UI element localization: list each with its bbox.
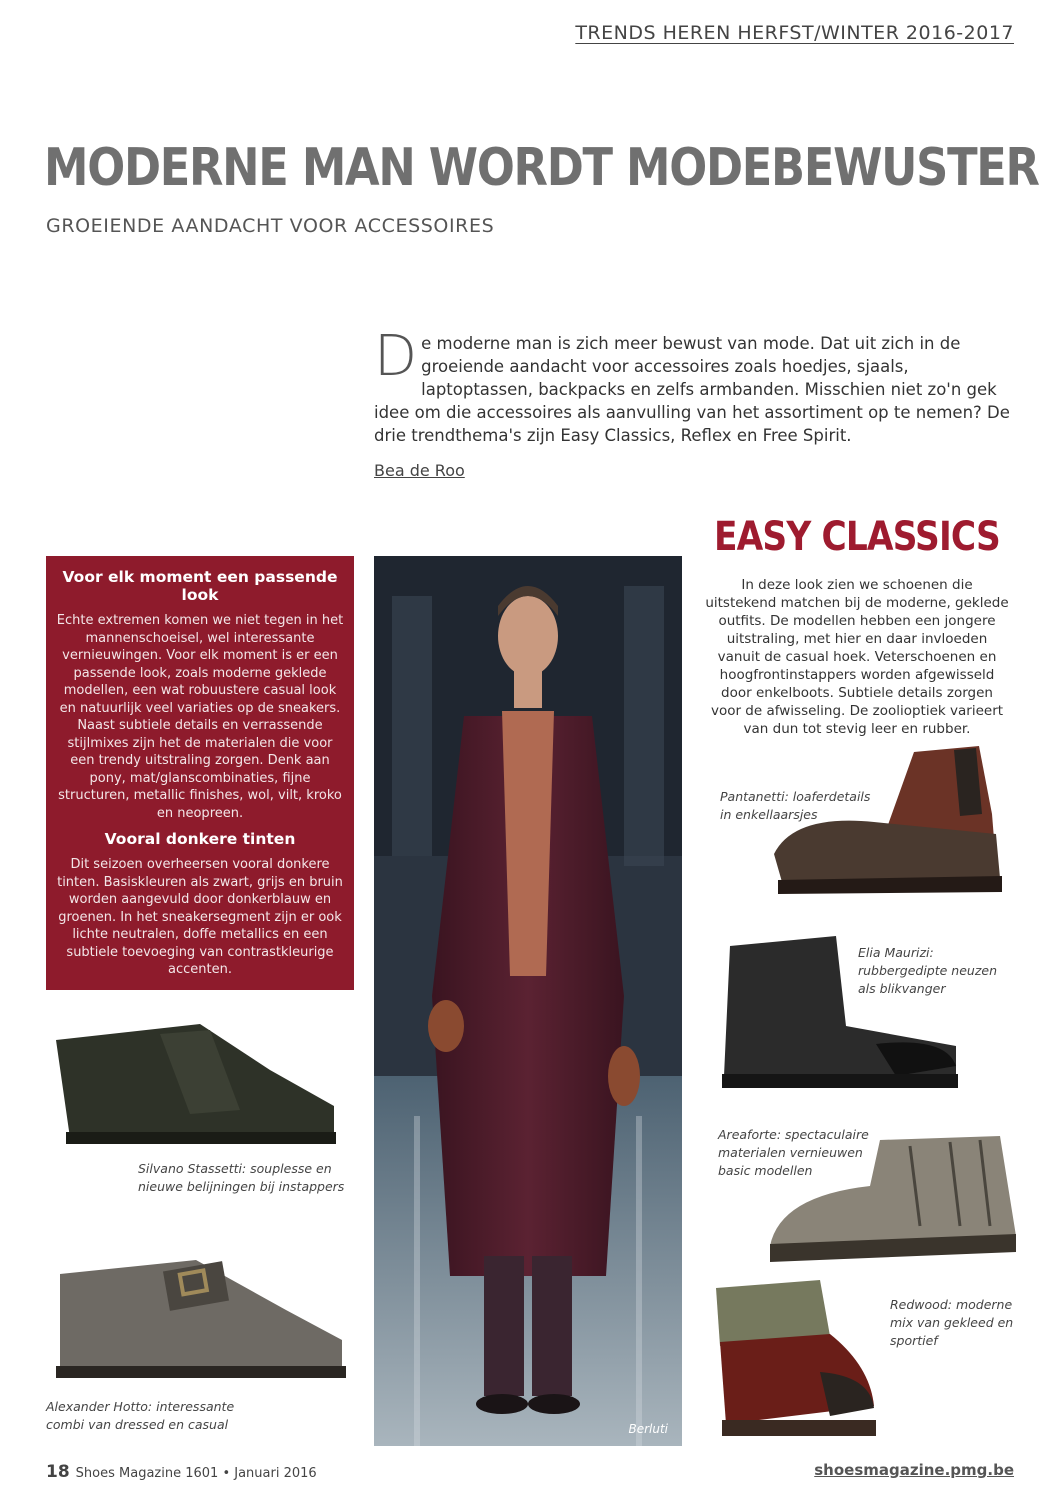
sidebar-box	[46, 556, 354, 990]
section-header: TRENDS HEREN HERFST/WINTER 2016-2017	[575, 22, 1014, 44]
intro-text: e moderne man is zich meer bewust van mode. Dat uit zich in de groeiende aandacht voor accessoires zoals hoedjes, sjaals, laptoptassen, backpacks en zelfs armbanden. Misschien niet zo'n gek idee om die accessoires als aanvulling van het assortiment op te nemen? De drie trendthema's zijn Easy Classics, Reflex en Free Spirit.	[374, 334, 1010, 445]
caption-alexander-hotto: Alexander Hotto: interessante combi van dressed en casual	[46, 1399, 235, 1432]
article-subtitle: GROEIENDE AANDACHT VOOR ACCESSOIRES	[46, 215, 495, 237]
pantanetti-shoe-image	[764, 744, 1014, 904]
caption-areaforte: Areaforte: spectaculaire materialen vernieuwen basic modellen	[718, 1127, 869, 1178]
runway-photo	[374, 556, 682, 1446]
caption-pantanetti: Pantanetti: loaferdetails in enkellaarsjes	[720, 789, 871, 822]
runway-model-illustration	[374, 556, 682, 1446]
alexander-hotto-shoe-image	[46, 1250, 346, 1390]
silvano-stassetti-shoe-image	[50, 1010, 340, 1150]
areaforte-shoe-image	[770, 1126, 1020, 1276]
photo-credit: Berluti	[628, 1422, 668, 1436]
caption-silvano-stassetti: Silvano Stassetti: souplesse en nieuwe belijningen bij instappers	[138, 1161, 345, 1194]
box-heading-1: Voor elk moment een passende look	[62, 568, 338, 604]
easy-classics-text: In deze look zien we schoenen die uitstekend matchen bij de moderne, geklede outfits. De modellen hebben een jongere uitstraling, met hier en daar invloeden vanuit de casual hoek. Veterschoenen en hoogfrontinstappers worden afgewisseld door enkelboots. Subtiele details zorgen voor de afwisseling. De zoolioptiek varieert van dun tot stevig leer en rubber.	[705, 577, 1009, 737]
caption-elia-maurizi: Elia Maurizi: rubbergedipte neuzen als blikvanger	[858, 945, 998, 996]
box-heading-2: Vooral donkere tinten	[104, 830, 296, 848]
box-text-2: Dit seizoen overheersen vooral donkere tinten. Basiskleuren als zwart, grijs en bruin worden aangevuld door donkerblauw en groenen. In het sneakersegment zijn er ook lichte neutralen, doffe metallics en een subtiele toevoeging van contrastkleurige accenten.	[57, 857, 343, 977]
redwood-shoe-image	[710, 1276, 880, 1446]
footer-left	[46, 1462, 317, 1482]
page-number: 18	[46, 1462, 70, 1482]
author-byline[interactable]: Bea de Roo	[374, 461, 465, 480]
caption-redwood: Redwood: moderne mix van gekleed en sportief	[890, 1297, 1014, 1348]
intro-paragraph	[374, 324, 1014, 447]
drop-cap: D	[374, 324, 418, 389]
box-text-1: Echte extremen komen we niet tegen in het mannenschoeisel, wel interessante vernieuwingen. Voor elk moment is er een passende look, zoals moderne geklede modellen, een wat robuustere casual look en natuurlijk veel variaties op de sneakers. Naast subtiele details en verrassende stijlmixes zijn het de materialen die voor een trendy uitstraling zorgen. Denk aan pony, mat/glanscombinaties, fijne structuren, metallic finishes, wol, vilt, kroko en neopreen.	[56, 613, 344, 821]
article-title: MODERNE MAN WORDT MODEBEWUSTER	[44, 138, 1039, 198]
publication-info: Shoes Magazine 1601 • Januari 2016	[75, 1466, 317, 1481]
website-link[interactable]: shoesmagazine.pmg.be	[814, 1461, 1014, 1479]
easy-classics-heading: EASY CLASSICS	[714, 514, 1000, 560]
